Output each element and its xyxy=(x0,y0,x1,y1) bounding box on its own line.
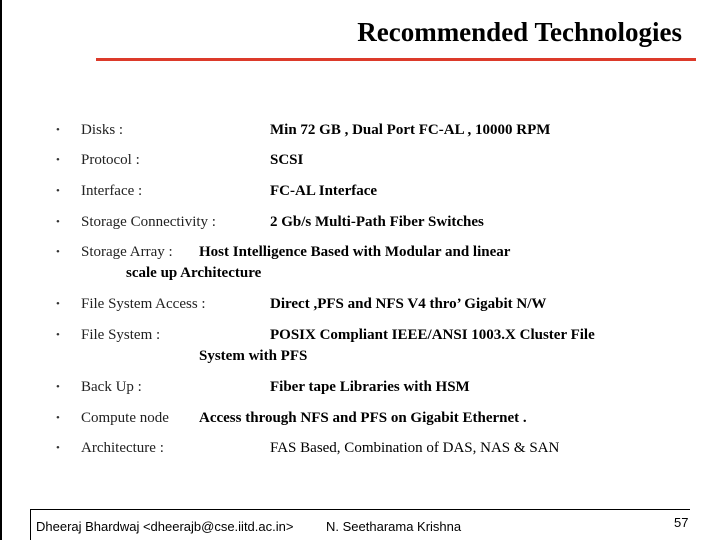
item-label: Back Up : xyxy=(81,379,142,395)
bullet-icon: • xyxy=(56,216,60,228)
item-label: Interface : xyxy=(81,183,143,199)
bullet-icon: • xyxy=(56,298,60,310)
bullet-icon: • xyxy=(56,124,60,136)
item-label: File System : xyxy=(81,327,161,343)
item-label: File System Access : xyxy=(81,296,206,312)
footer-coauthor: N. Seetharama Krishna xyxy=(326,519,462,534)
slide-title: Recommended Technologies xyxy=(357,17,682,47)
slide-left-border xyxy=(0,0,2,540)
item-value: FAS Based, Combination of DAS, NAS & SAN xyxy=(270,440,560,456)
item-value-continued: System with PFS xyxy=(199,348,308,364)
bullet-icon: • xyxy=(56,185,60,197)
item-value: FC-AL Interface xyxy=(270,183,378,199)
bullet-icon: • xyxy=(56,412,60,424)
item-value: Fiber tape Libraries with HSM xyxy=(270,379,470,395)
footer-left-border xyxy=(30,509,31,540)
item-value: SCSI xyxy=(270,152,304,168)
item-label: Protocol : xyxy=(81,152,140,168)
item-value: Host Intelligence Based with Modular and linear xyxy=(199,244,511,260)
footer-author: Dheeraj Bhardwaj <dheerajb@cse.iitd.ac.in> xyxy=(36,519,294,534)
bullet-icon: • xyxy=(56,381,60,393)
title-underline xyxy=(96,58,696,61)
page-number: 57 xyxy=(674,515,689,530)
item-label: Storage Connectivity : xyxy=(81,214,216,230)
item-value: Access through NFS and PFS on Gigabit Ethernet . xyxy=(199,410,527,426)
item-value: Direct ,PFS and NFS V4 thro’ Gigabit N/W xyxy=(270,296,547,312)
bullet-icon: • xyxy=(56,154,60,166)
item-value: POSIX Compliant IEEE/ANSI 1003.X Cluster File xyxy=(270,327,595,343)
bullet-icon: • xyxy=(56,329,60,341)
item-label: Architecture : xyxy=(81,440,164,456)
item-label: Compute node xyxy=(81,410,169,426)
item-value-continued: scale up Architecture xyxy=(126,265,262,281)
item-label: Storage Array : xyxy=(81,244,173,260)
item-value: 2 Gb/s Multi-Path Fiber Switches xyxy=(270,214,484,230)
item-label: Disks : xyxy=(81,122,124,138)
footer-divider xyxy=(30,509,690,510)
bullet-icon: • xyxy=(56,442,60,454)
item-value: Min 72 GB , Dual Port FC-AL , 10000 RPM xyxy=(270,122,551,138)
bullet-icon: • xyxy=(56,246,60,258)
